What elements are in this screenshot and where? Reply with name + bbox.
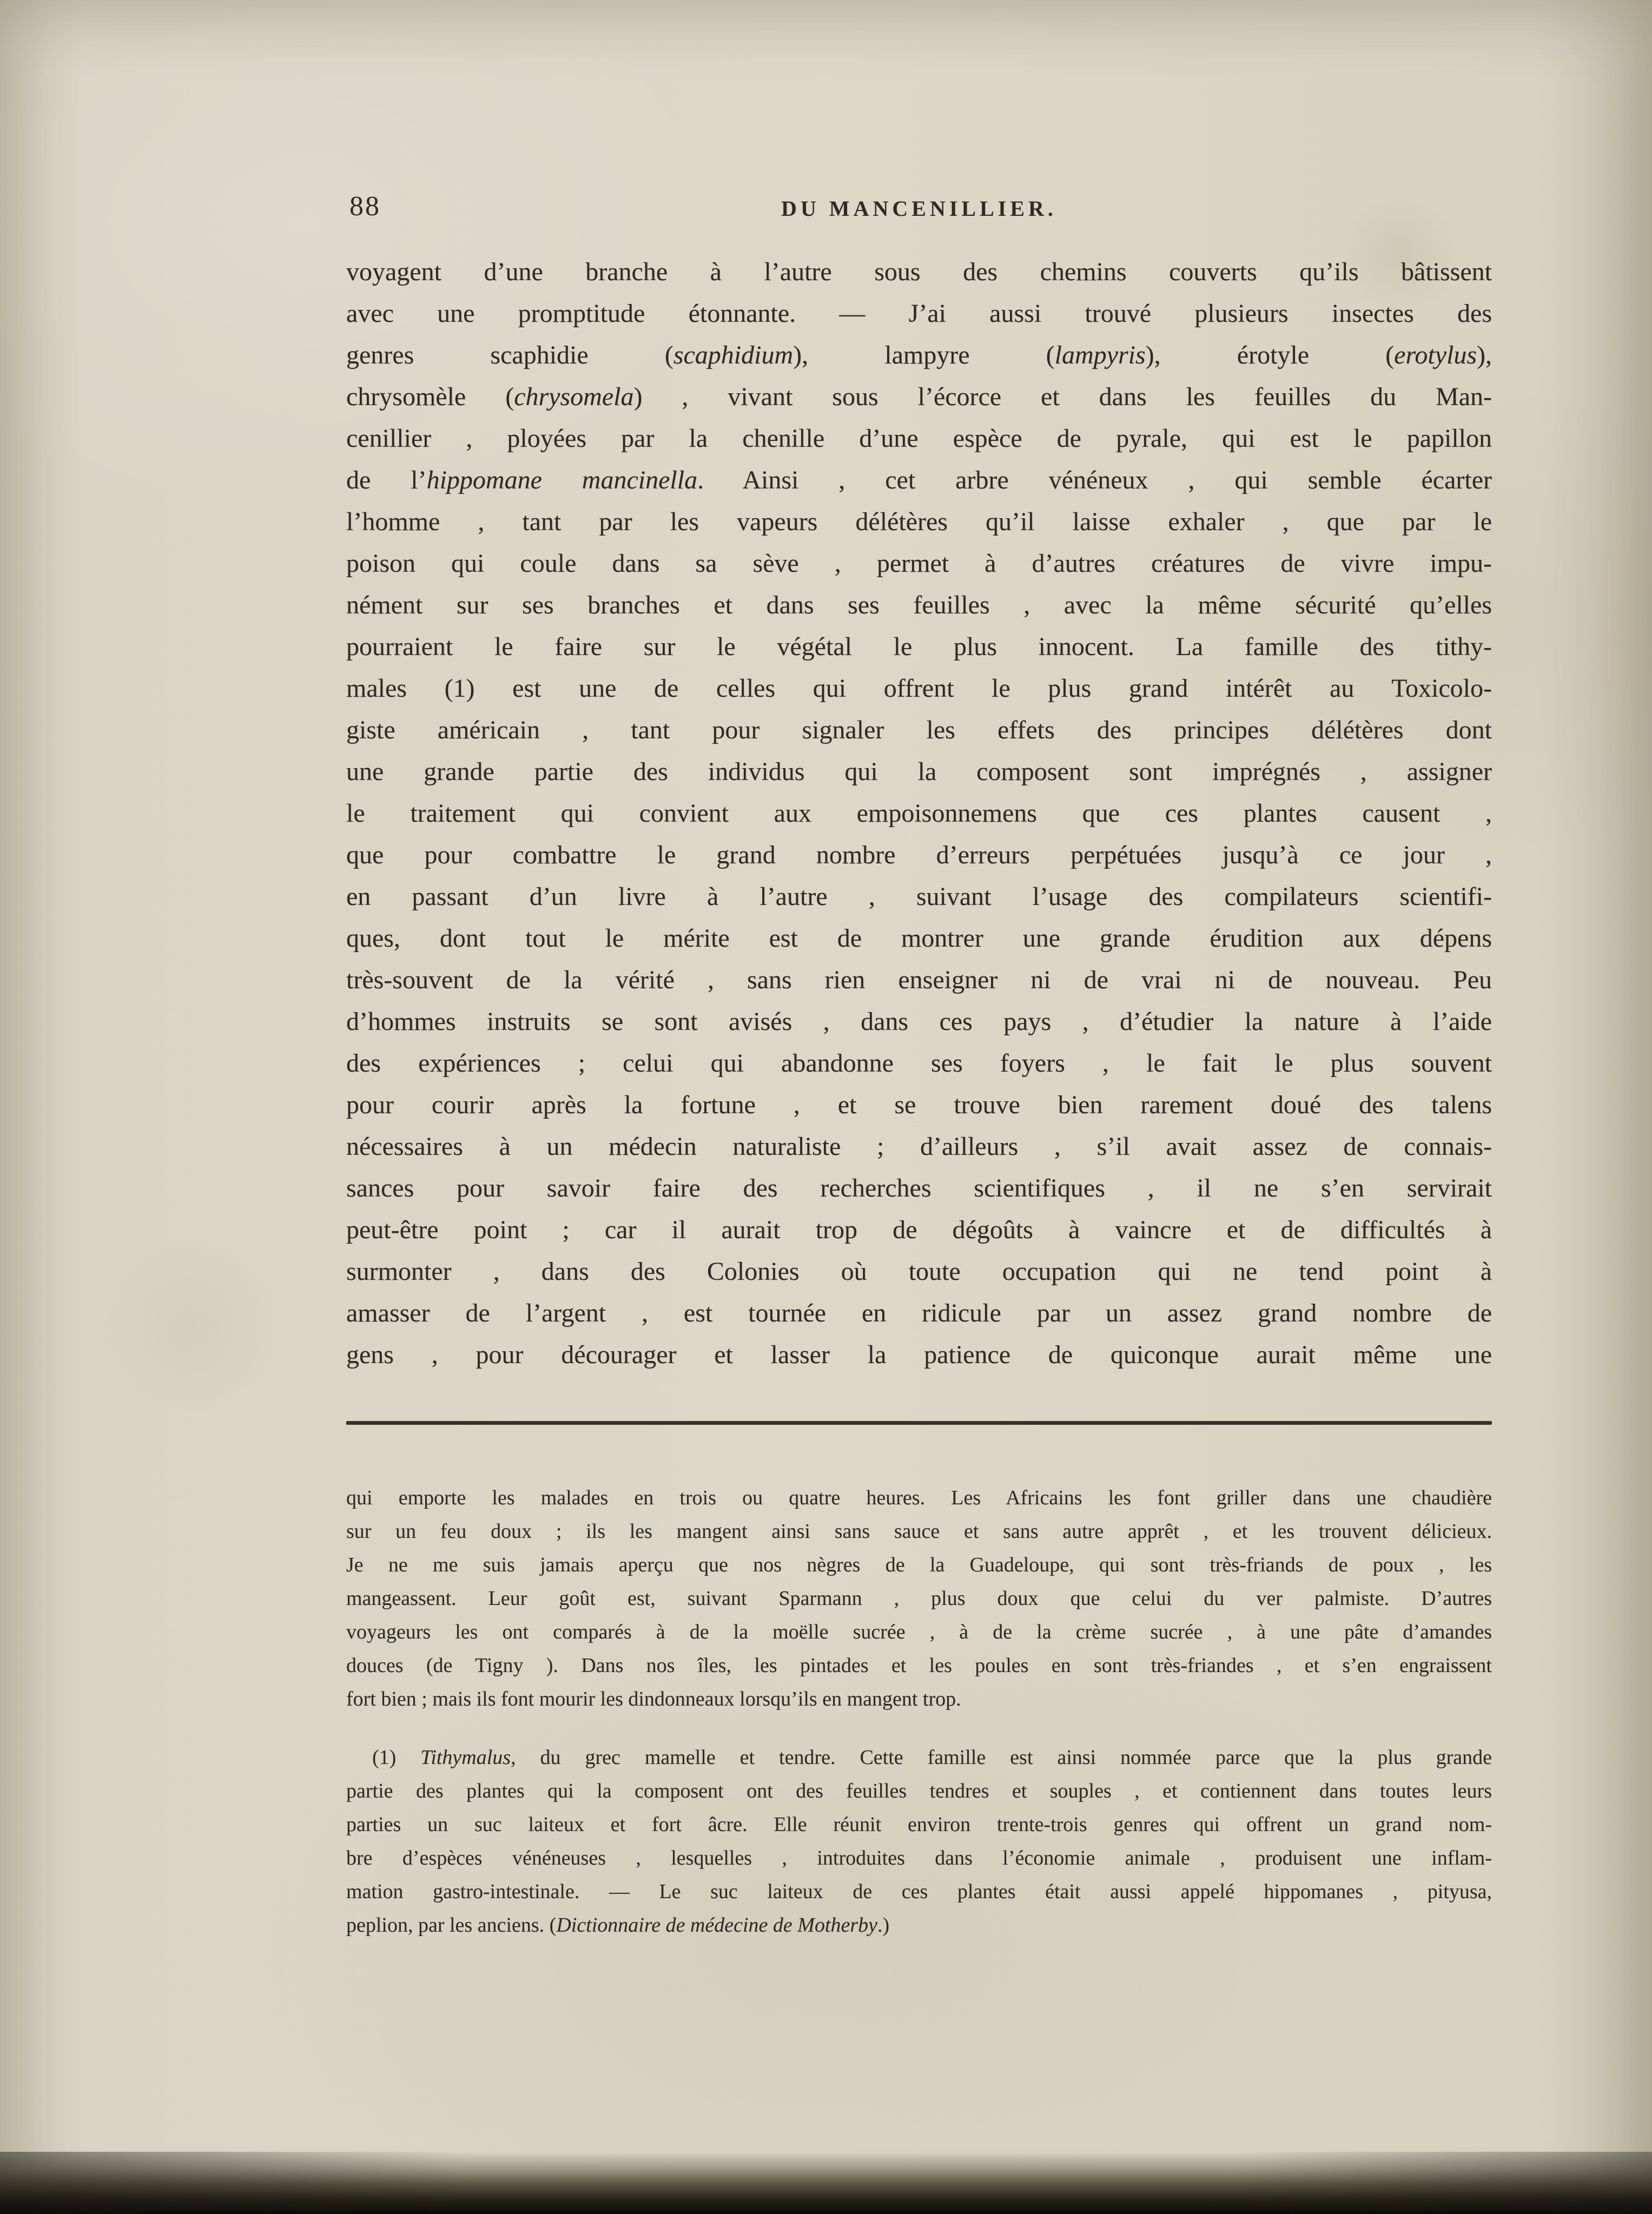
text-segment: chrysomèle (: [346, 382, 514, 411]
text-segment: l’homme , tant par les vapeurs délétères qu’il laisse exhaler , que par le: [346, 507, 1492, 536]
text-segment: pour courir après la fortune , et se trouve bien rarement doué des talens: [346, 1091, 1492, 1119]
text-segment: qui emporte les malades en trois ou quatre heures. Les Africains les font griller dans une chaudière: [346, 1486, 1492, 1509]
text-segment: nément sur ses branches et dans ses feuilles , avec la même sécurité qu’elles: [346, 591, 1492, 619]
footnote-separator-rule: [346, 1421, 1492, 1425]
text-line: [346, 1841, 1492, 1875]
text-segment: ), lampyre (: [793, 341, 1055, 369]
text-line: [346, 376, 1492, 418]
text-segment: mangeassent. Leur goût est, suivant Sparmann , plus doux que celui du ver palmiste. D’autres: [346, 1587, 1492, 1610]
text-segment: ), érotyle (: [1145, 341, 1395, 369]
text-segment: que pour combattre le grand nombre d’erreurs perpétuées jusqu’à ce jour ,: [346, 841, 1492, 869]
italic-text: lampyris: [1054, 341, 1146, 369]
italic-text: scaphidium: [673, 341, 794, 369]
italic-text: Tithymalus: [420, 1746, 511, 1769]
text-segment: mation gastro-intestinale. — Le suc laiteux de ces plantes était aussi appelé hippomanes , pityusa,: [346, 1880, 1492, 1903]
text-segment: de l’: [346, 466, 427, 494]
text-segment: surmonter , dans des Colonies où toute occupation qui ne tend point à: [346, 1257, 1492, 1286]
text-segment: gens , pour décourager et lasser la patience de quiconque aurait même une: [346, 1340, 1492, 1369]
italic-text: erotylus: [1394, 341, 1477, 369]
text-segment: Je ne me suis jamais aperçu que nos nègres de la Guadeloupe, qui sont très-friands de poux , les: [346, 1554, 1492, 1576]
text-segment: (1): [372, 1746, 421, 1769]
text-line: [346, 1001, 1492, 1042]
text-line: [346, 1908, 1492, 1942]
text-line: [346, 459, 1492, 501]
text-line: [346, 501, 1492, 543]
text-line: [346, 1251, 1492, 1292]
text-line: [346, 667, 1492, 709]
text-segment: ques, dont tout le mérite est de montrer une grande érudition aux dépens: [346, 924, 1492, 953]
text-segment: douces (de Tigny ). Dans nos îles, les pintades et les poules en sont très-friandes , et s’en engraissent: [346, 1654, 1492, 1677]
text-line: [346, 626, 1492, 667]
text-line: [346, 959, 1492, 1001]
text-segment: voyageurs les ont comparés à de la moëlle sucrée , à de la crème sucrée , à une pâte d’amandes: [346, 1621, 1492, 1643]
text-segment: peplion, par les anciens. (: [346, 1914, 557, 1937]
text-segment: fort bien ; mais ils font mourir les dindonneaux lorsqu’ils en mangent trop.: [346, 1688, 961, 1710]
text-segment: genres scaphidie (: [346, 341, 673, 369]
text-line: [346, 1167, 1492, 1209]
text-line: [346, 1515, 1492, 1548]
text-segment: ) , vivant sous l’écorce et dans les feuilles du Man-: [633, 382, 1492, 411]
text-line: [346, 1292, 1492, 1334]
running-title: DU MANCENILLIER.: [781, 196, 1057, 221]
text-segment: sur un feu doux ; ils les mangent ainsi sans sauce et sans autre apprêt , et les trouvent délicieux.: [346, 1520, 1492, 1543]
text-line: [346, 543, 1492, 584]
text-line: [346, 1615, 1492, 1649]
text-segment: bre d’espèces vénéneuses , lesquelles , introduites dans l’économie animale , produisent une inflam-: [346, 1847, 1492, 1869]
text-line: [346, 1548, 1492, 1582]
text-segment: males (1) est une de celles qui offrent le plus grand intérêt au Toxicolo-: [346, 674, 1492, 703]
text-line: [346, 751, 1492, 792]
text-segment: cenillier , ployées par la chenille d’une espèce de pyrale, qui est le papillon: [346, 424, 1492, 453]
text-line: [346, 1682, 1492, 1716]
text-segment: partie des plantes qui la composent ont des feuilles tendres et souples , et contiennent dans toutes leurs: [346, 1780, 1492, 1802]
main-text: [346, 251, 1492, 1376]
text-line: [346, 1649, 1492, 1682]
text-segment: , du grec mamelle et tendre. Cette famille est ainsi nommée parce que la plus grande: [511, 1746, 1492, 1769]
text-line: [346, 1582, 1492, 1615]
text-segment: voyagent d’une branche à l’autre sous des chemins couverts qu’ils bâtissent: [346, 257, 1492, 286]
text-line: [346, 1774, 1492, 1808]
text-segment: peut-être point ; car il aurait trop de dégoûts à vaincre et de difficultés à: [346, 1215, 1492, 1244]
text-line: [346, 1209, 1492, 1251]
italic-text: Dictionnaire de médecine de Motherby: [556, 1914, 878, 1937]
text-line: [346, 1334, 1492, 1376]
text-line: [346, 792, 1492, 834]
text-line: [346, 1808, 1492, 1841]
text-line: [346, 834, 1492, 876]
text-segment: poison qui coule dans sa sève , permet à d’autres créatures de vivre impu-: [346, 549, 1492, 578]
text-line: [346, 334, 1492, 376]
text-segment: avec une promptitude étonnante. — J’ai aussi trouvé plusieurs insectes des: [346, 299, 1492, 328]
text-segment: une grande partie des individus qui la composent sont imprégnés , assigner: [346, 757, 1492, 786]
text-line: [346, 1042, 1492, 1084]
text-line: [346, 876, 1492, 917]
text-line: [346, 1481, 1492, 1515]
text-segment: amasser de l’argent , est tournée en ridicule par un assez grand nombre de: [346, 1299, 1492, 1327]
text-segment: .): [877, 1914, 890, 1937]
text-line: [346, 917, 1492, 959]
text-segment: nécessaires à un médecin naturaliste ; d’ailleurs , s’il avait assez de connais-: [346, 1132, 1492, 1161]
italic-text: hippomane mancinella: [426, 466, 698, 494]
text-line: [346, 293, 1492, 334]
text-segment: pourraient le faire sur le végétal le plus innocent. La famille des tithy-: [346, 632, 1492, 661]
italic-text: chrysomela: [514, 382, 634, 411]
text-line: [346, 418, 1492, 459]
text-segment: ),: [1477, 341, 1492, 369]
text-line: [346, 709, 1492, 751]
scan-bottom-edge: [0, 2152, 1652, 2214]
text-segment: d’hommes instruits se sont avisés , dans ces pays , d’étudier la nature à l’aide: [346, 1007, 1492, 1036]
text-segment: giste américain , tant pour signaler les effets des principes délétères dont: [346, 716, 1492, 744]
text-line: [346, 1084, 1492, 1126]
text-segment: très-souvent de la vérité , sans rien enseigner ni de vrai ni de nouveau. Peu: [346, 966, 1492, 994]
text-line: [346, 1741, 1492, 1774]
page-number: 88: [349, 191, 381, 222]
page-header: [346, 188, 1492, 237]
footnote-continuation: [346, 1481, 1492, 1716]
text-segment: . Ainsi , cet arbre vénéneux , qui semble écarter: [697, 466, 1492, 494]
text-line: [346, 1875, 1492, 1908]
text-segment: parties un suc laiteux et fort âcre. Elle réunit environ trente-trois genres qui offrent un grand nom-: [346, 1813, 1492, 1836]
text-line: [346, 251, 1492, 293]
text-block: [346, 188, 1492, 1942]
text-segment: en passant d’un livre à l’autre , suivant l’usage des compilateurs scientifi-: [346, 882, 1492, 911]
text-segment: sances pour savoir faire des recherches scientifiques , il ne s’en servirait: [346, 1174, 1492, 1202]
text-line: [346, 584, 1492, 626]
text-segment: des expériences ; celui qui abandonne ses foyers , le fait le plus souvent: [346, 1049, 1492, 1078]
footnote-1: [346, 1741, 1492, 1942]
text-line: [346, 1126, 1492, 1167]
text-segment: le traitement qui convient aux empoisonnemens que ces plantes causent ,: [346, 799, 1492, 828]
